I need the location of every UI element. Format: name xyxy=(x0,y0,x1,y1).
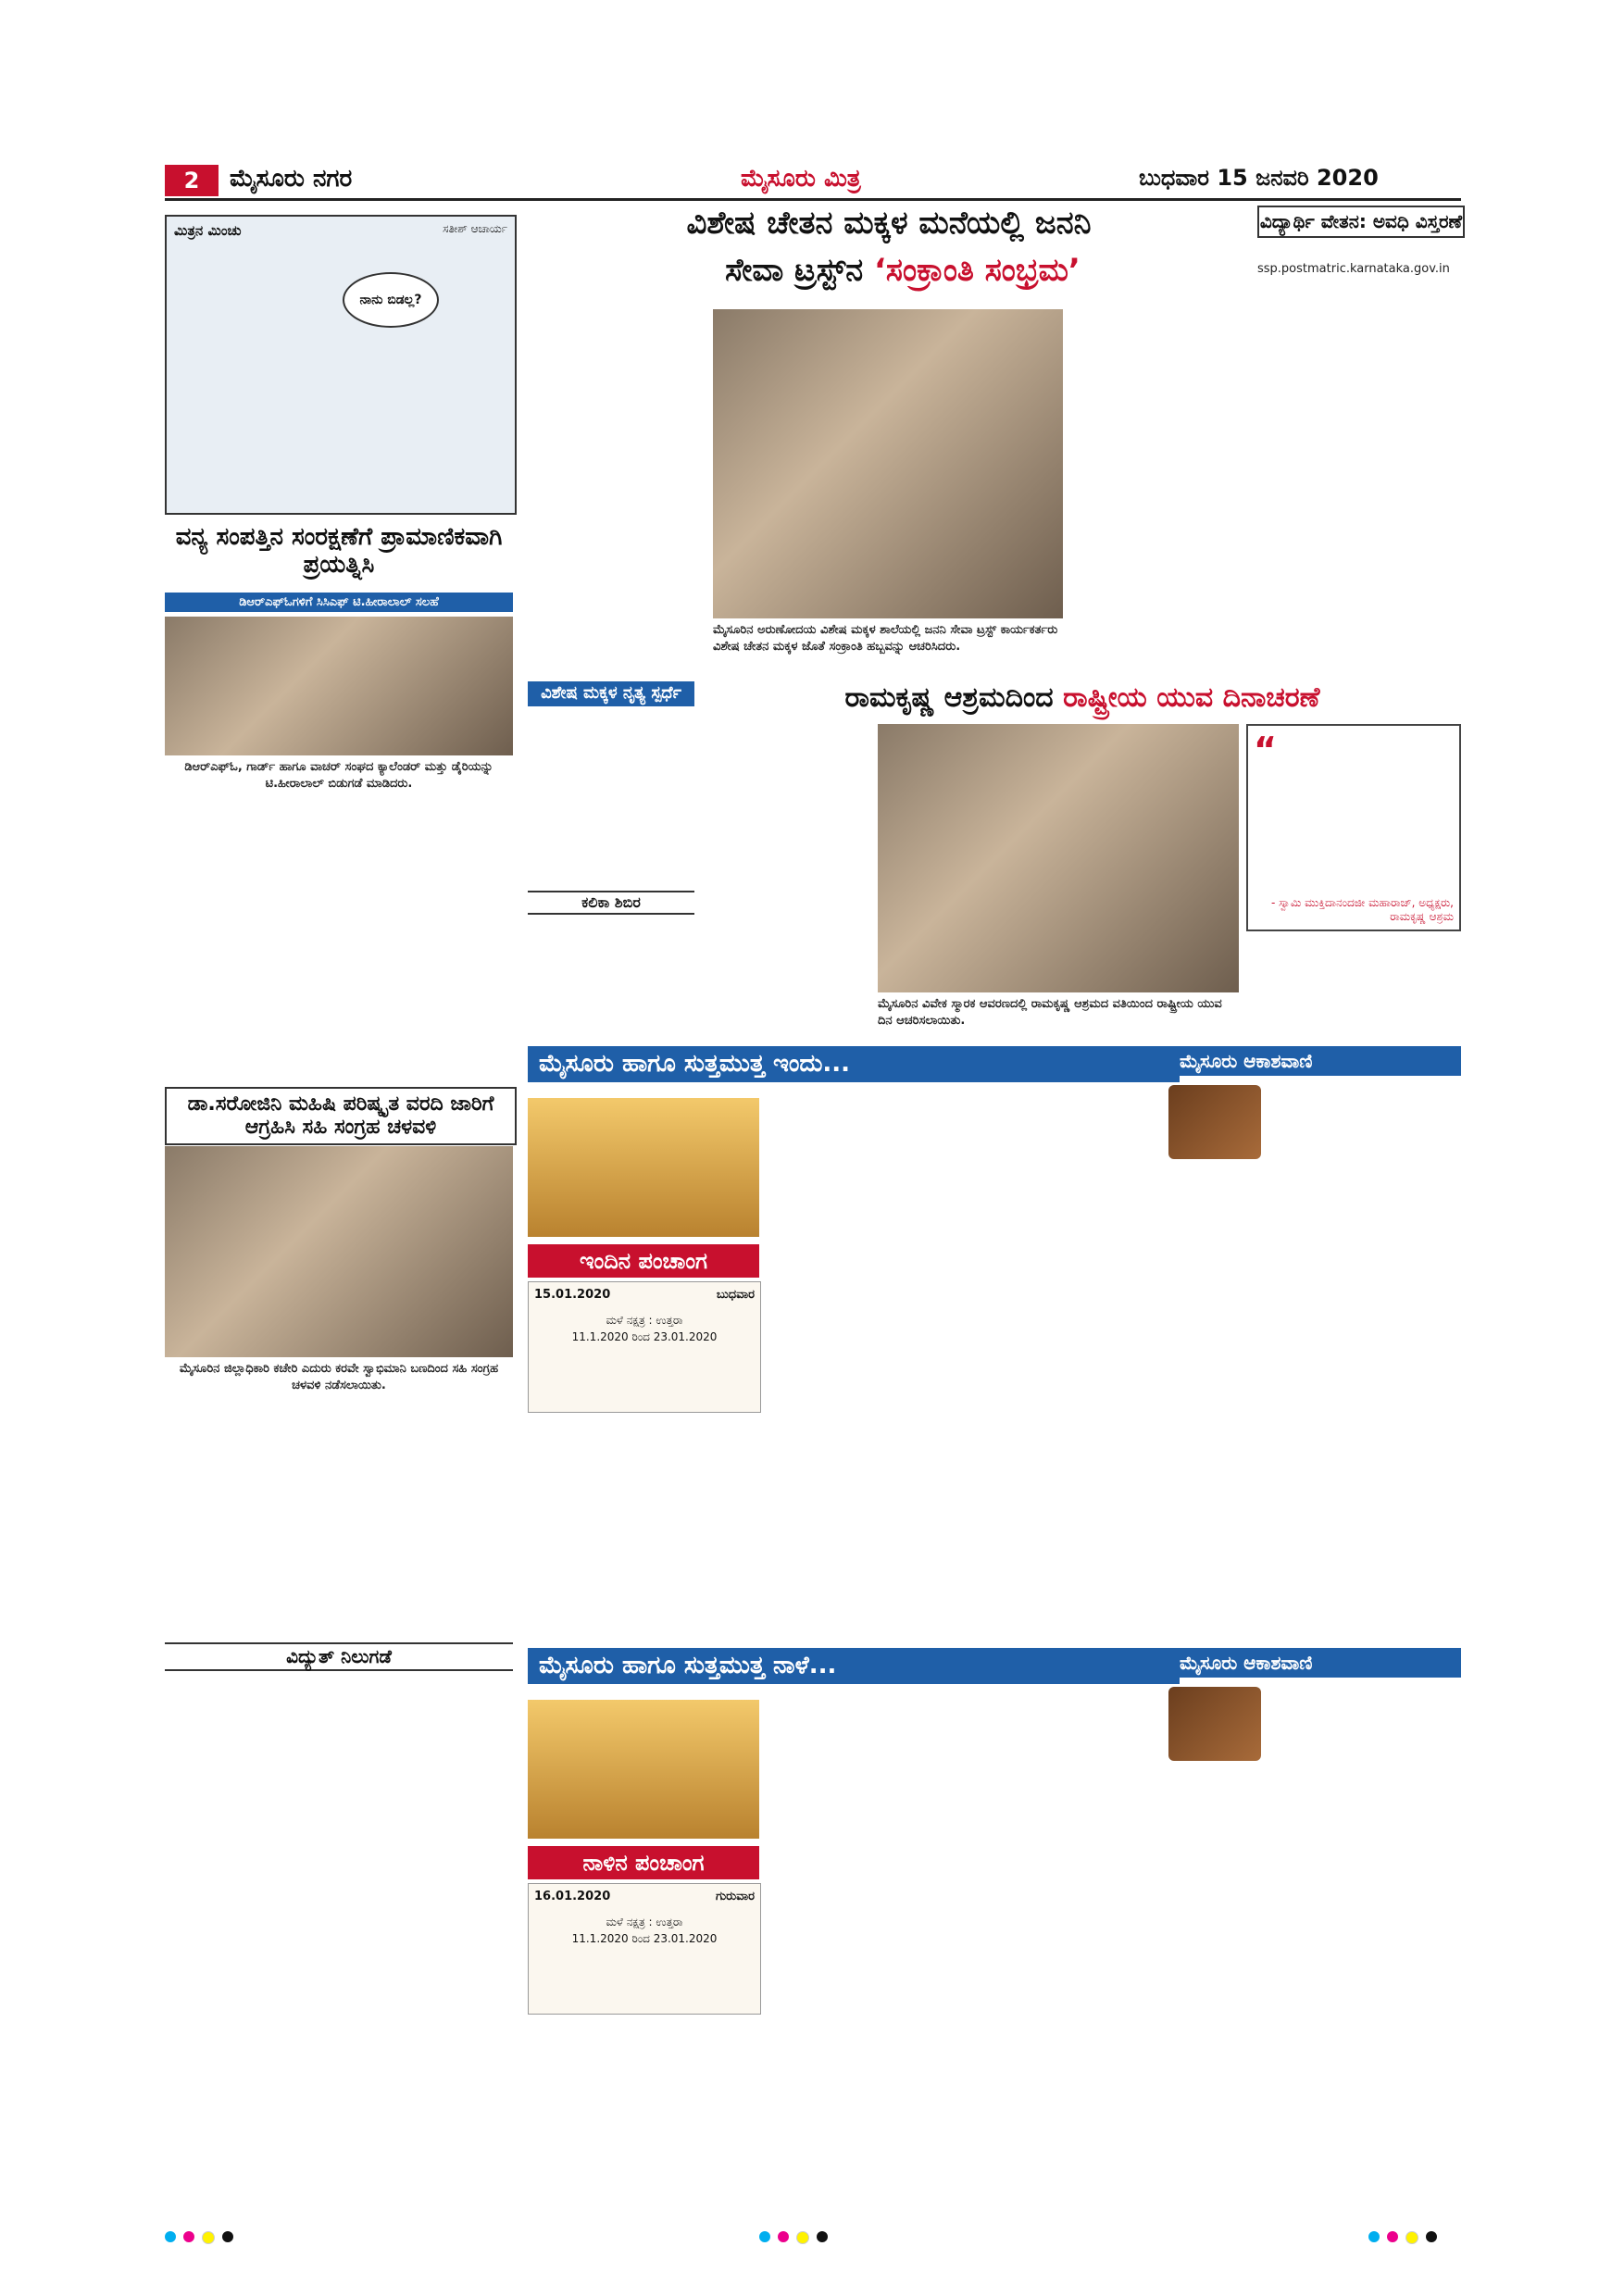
camp-body xyxy=(528,918,694,1039)
trust-photo xyxy=(713,309,1063,618)
sarojini-headline: ಡಾ.ಸರೋಜಿನಿ ಮಹಿಷಿ ಪರಿಷ್ಕೃತ ವರದಿ ಜಾರಿಗೆ ಆಗ್ರಹಿಸಿ ಸಹಿ ಸಂಗ್ರಹ ಚಳವಳಿ xyxy=(165,1087,517,1145)
cyan-dot xyxy=(165,2231,176,2242)
trust-headline-highlight: ‘ಸಂಕ್ರಾಂತಿ ಸಂಭ್ರಮ’ xyxy=(874,252,1081,289)
tomorrow-events-left xyxy=(528,2018,759,2222)
today-radio-icon xyxy=(1168,1085,1261,1159)
tomorrow-panchanga-date: 16.01.2020 xyxy=(534,1890,611,1903)
registration-dots-center xyxy=(759,2231,828,2244)
scholarship-website: ssp.postmatric.karnataka.gov.in xyxy=(1257,262,1450,276)
issue-date: ಬುಧವಾರ 15 ಜನವರಿ 2020 xyxy=(1139,165,1379,191)
masthead-rule xyxy=(165,198,1461,201)
dance-body xyxy=(528,711,694,887)
yellow-dot xyxy=(1405,2231,1418,2244)
today-panchanga-box xyxy=(528,1281,761,1413)
tomorrow-akashvani-header: ಮೈಸೂರು ಆಕಾಶವಾಣಿ xyxy=(1168,1648,1461,1678)
cyan-dot xyxy=(759,2231,770,2242)
sarojini-photo xyxy=(165,1146,513,1357)
trust-body-left xyxy=(528,309,704,672)
tomorrow-panchanga-title: ನಾಳಿನ ಪಂಚಾಂಗ xyxy=(528,1846,759,1879)
scholarship-body xyxy=(1257,261,1461,668)
black-dot xyxy=(1426,2231,1437,2242)
registration-dots-right xyxy=(1368,2231,1437,2244)
tomorrow-panchanga-day: ಗುರುವಾರ xyxy=(716,1890,755,1903)
magenta-dot xyxy=(183,2231,194,2242)
today-panchanga-date: 15.01.2020 xyxy=(534,1288,611,1302)
today-palace-photo xyxy=(528,1098,759,1237)
magenta-dot xyxy=(1387,2231,1398,2242)
today-header: ಮೈಸೂರು ಹಾಗೂ ಸುತ್ತಮುತ್ತ ಇಂದು... xyxy=(528,1046,1180,1082)
forest-caption: ಡಿಆರ್‌ಎಫ್‌ಓ, ಗಾರ್ಡ್ ಹಾಗೂ ವಾಚರ್ ಸಂಘದ ಕ್ಯಾಲೆಂಡರ್ ಮತ್ತು ಡೈರಿಯನ್ನು ಟಿ.ಹೀರಾಲಾಲ್ ಬಿಡುಗಡೆ ಮಾಡಿದರು. xyxy=(184,760,493,791)
today-akashvani-body xyxy=(1168,1165,1461,1639)
cartoon-speech-bubble: ನಾನು ಬಿಡಲ್ಲ? xyxy=(343,272,439,328)
tomorrow-akashvani-body xyxy=(1168,1766,1461,2222)
youth-headline-row xyxy=(704,681,1461,714)
youth-body-right xyxy=(1246,933,1461,1039)
tomorrow-palace-photo xyxy=(528,1700,759,1839)
yellow-dot xyxy=(202,2231,215,2244)
quote-author: - ಸ್ವಾಮಿ ಮುಕ್ತಿದಾನಂದಜೀ ಮಹಾರಾಜ್, ಅಧ್ಯಕ್ಷರು, ರಾಮಕೃಷ್ಣ ಆಶ್ರಮ xyxy=(1270,896,1454,923)
camp-headline: ಕಲಿಕಾ ಶಿಬಿರ xyxy=(528,891,694,915)
tomorrow-radio-icon xyxy=(1168,1687,1261,1761)
forest-photo xyxy=(165,617,513,755)
forest-body xyxy=(165,794,513,1081)
quote-mark-icon: “ xyxy=(1254,730,1277,770)
forest-subhead: ಡಿಆರ್‌ಎಫ್‌ಓಗಳಿಗೆ ಸಿಸಿಎಫ್ ಟಿ.ಹೀರಾಲಾಲ್ ಸಲಹೆ xyxy=(165,593,513,612)
cartoon-title: ಮಿತ್ರನ ಮಿಂಚು xyxy=(174,222,242,239)
youth-quote-box xyxy=(1246,724,1461,931)
youth-headline-highlight: ರಾಷ್ಟ್ರೀಯ ಯುವ ದಿನಾಚರಣೆ xyxy=(1063,681,1320,714)
registration-dots-left xyxy=(165,2231,233,2244)
tomorrow-nakshatra: ಮಳೆ ನಕ್ಷತ್ರ : ಉತ್ತರಾ xyxy=(606,1915,683,1928)
youth-caption: ಮೈಸೂರಿನ ವಿವೇಕ ಸ್ಮಾರಕ ಆವರಣದಲ್ಲಿ ರಾಮಕೃಷ್ಣ ಆಶ್ರಮದ ವತಿಯಿಂದ ರಾಷ್ಟ್ರೀಯ ಯುವ ದಿನ ಆಚರಿಸಲಾಯಿತು. xyxy=(878,997,1222,1028)
section-title: ಮೈಸೂರು ನಗರ xyxy=(230,165,353,193)
power-body xyxy=(165,1672,513,1829)
yellow-dot xyxy=(796,2231,809,2244)
black-dot xyxy=(222,2231,233,2242)
page-number-badge xyxy=(165,165,219,196)
tomorrow-nakshatra-range: 11.1.2020 ರಿಂದ 23.01.2020 xyxy=(571,1932,718,1945)
today-akashvani-header: ಮೈಸೂರು ಆಕಾಶವಾಣಿ xyxy=(1168,1046,1461,1076)
today-nakshatra: ಮಳೆ ನಕ್ಷತ್ರ : ಉತ್ತರಾ xyxy=(606,1314,683,1327)
today-panchanga-day: ಬುಧವಾರ xyxy=(716,1288,755,1302)
today-panchanga-title: ಇಂದಿನ ಪಂಚಾಂಗ xyxy=(528,1244,759,1278)
today-events-left xyxy=(528,1416,759,1639)
cartoon-panel xyxy=(165,215,517,515)
today-events-list xyxy=(768,1098,1157,1639)
tomorrow-header: ಮೈಸೂರು ಹಾಗೂ ಸುತ್ತಮುತ್ತ ನಾಳೆ... xyxy=(528,1648,1180,1684)
paper-name: ಮೈಸೂರು ಮಿತ್ರ xyxy=(741,165,861,193)
magenta-dot xyxy=(778,2231,789,2242)
youth-photo xyxy=(878,724,1239,992)
trust-photo-caption: ಮೈಸೂರಿನ ಅರುಣೋದಯ ವಿಶೇಷ ಮಕ್ಕಳ ಶಾಲೆಯಲ್ಲಿ ಜನನಿ ಸೇವಾ ಟ್ರಸ್ಟ್ ಕಾರ್ಯಕರ್ತರು ವಿಶೇಷ ಚೇತನ ಮಕ್ಕಳ ಜೊತೆ ಸಂಕ್ರಾಂತಿ ಹಬ್ಬವನ್ನು ಆಚರಿಸಿದರು. xyxy=(713,623,1058,654)
youth-body-left xyxy=(704,724,870,1039)
today-nakshatra-range: 11.1.2020 ರಿಂದ 23.01.2020 xyxy=(571,1330,718,1343)
trust-headline-2: ಸೇವಾ ಟ್ರಸ್ಟ್‌ನ xyxy=(725,252,864,289)
cyan-dot xyxy=(1368,2231,1380,2242)
sarojini-caption: ಮೈಸೂರಿನ ಜಿಲ್ಲಾಧಿಕಾರಿ ಕಚೇರಿ ಎದುರು ಕರವೇ ಸ್ವಾಭಿಮಾನಿ ಬಣದಿಂದ ಸಹಿ ಸಂಗ್ರಹ ಚಳವಳಿ ನಡೆಸಲಾಯಿತು. xyxy=(179,1362,499,1392)
trust-headline-2-row xyxy=(556,252,1250,289)
trust-body-right xyxy=(1070,309,1250,672)
youth-headline: ರಾಮಕೃಷ್ಣ ಆಶ್ರಮದಿಂದ xyxy=(844,681,1054,714)
dance-headline: ವಿಶೇಷ ಮಕ್ಕಳ ನೃತ್ಯ ಸ್ಪರ್ಧೆ xyxy=(528,681,694,706)
forest-headline: ವನ್ಯ ಸಂಪತ್ತಿನ ಸಂರಕ್ಷಣೆಗೆ ಪ್ರಾಮಾಣಿಕವಾಗಿ ಪ್ರಯತ್ನಿಸಿ xyxy=(175,523,503,579)
power-headline: ವಿದ್ಯುತ್ ನಿಲುಗಡೆ xyxy=(165,1642,513,1671)
tomorrow-events-list xyxy=(768,1700,1157,2222)
cartoon-artist: ಸತೀಶ್ ಆಚಾರ್ಯ xyxy=(443,222,507,235)
page-number: 2 xyxy=(183,168,200,193)
tomorrow-panchanga-box xyxy=(528,1883,761,2015)
scholarship-headline: ವಿದ್ಯಾರ್ಥಿ ವೇತನ: ಅವಧಿ ವಿಸ್ತರಣೆ xyxy=(1257,206,1465,238)
sarojini-body xyxy=(165,1398,513,1639)
trust-headline-1: ವಿಶೇಷ ಚೇತನ ಮಕ್ಕಳ ಮನೆಯಲ್ಲಿ ಜನನಿ xyxy=(686,205,1092,242)
black-dot xyxy=(817,2231,828,2242)
